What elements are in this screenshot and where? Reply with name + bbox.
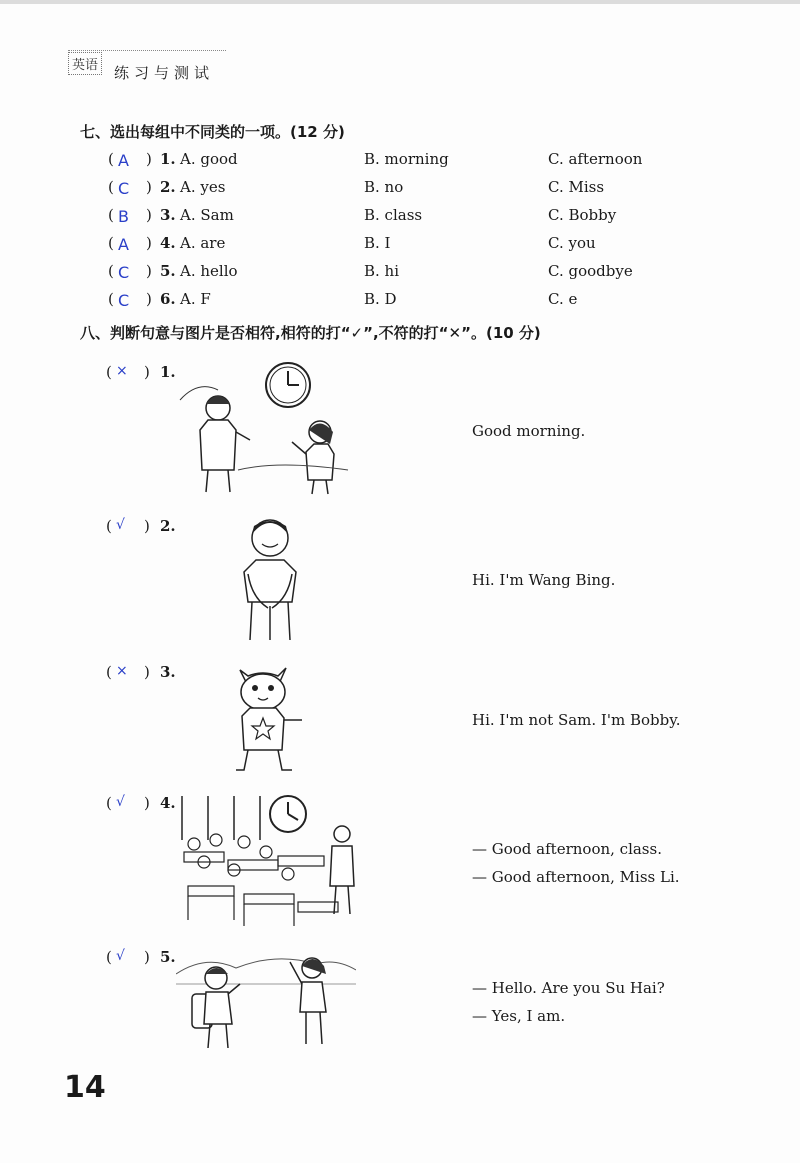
option-a: A. yes — [180, 178, 226, 196]
paren-open: ( — [108, 234, 114, 252]
option-a: A. Sam — [180, 206, 234, 224]
paren-open: ( — [106, 794, 112, 812]
option-c: C. Miss — [548, 178, 605, 196]
judge-number: 1. — [160, 363, 176, 381]
judge-row-4 — [106, 794, 186, 816]
picture-cat-bobby — [228, 660, 308, 776]
option-b: B. no — [364, 178, 404, 196]
judge-number: 2. — [160, 517, 176, 535]
judge-number: 5. — [160, 948, 176, 966]
paren-open: ( — [108, 150, 114, 168]
option-c: C. you — [548, 234, 596, 252]
page-header — [68, 50, 228, 84]
judge-answer-5: √ — [116, 948, 125, 964]
question-row-1 — [108, 150, 708, 172]
paren-close: ) — [144, 363, 150, 381]
picture-classroom-afternoon — [178, 790, 358, 928]
question-row-5 — [108, 262, 708, 284]
paren-close: ) — [144, 794, 150, 812]
question-number: 3. — [160, 206, 176, 224]
section-7-title: 七、选出每组中不同类的一项。(12 分) — [80, 123, 345, 141]
paren-open: ( — [106, 363, 112, 381]
answer-6: C — [118, 291, 130, 310]
judge-answer-4: √ — [116, 794, 125, 810]
judge-number: 4. — [160, 794, 176, 812]
option-a: A. good — [180, 150, 238, 168]
question-number: 1. — [160, 150, 176, 168]
paren-open: ( — [108, 290, 114, 308]
top-border-line — [0, 0, 800, 4]
picture-hello-su-hai — [176, 944, 356, 1054]
answer-4: A — [118, 235, 129, 254]
judge-sentence-2: Hi. I'm Wang Bing. — [472, 571, 616, 589]
question-row-3 — [108, 206, 708, 228]
question-number: 4. — [160, 234, 176, 252]
paren-open: ( — [106, 948, 112, 966]
question-row-4 — [108, 234, 708, 256]
question-row-6 — [108, 290, 708, 312]
paren-close: ) — [146, 234, 152, 252]
section-8-title: 八、判断句意与图片是否相符,相符的打“✓”,不符的打“✕”。(10 分) — [80, 324, 541, 342]
judge-row-1 — [106, 363, 186, 385]
paren-close: ) — [146, 178, 152, 196]
judge-sentence-5a: — Hello. Are you Su Hai? — [472, 979, 665, 997]
option-c: C. Bobby — [548, 206, 617, 224]
option-c: C. goodbye — [548, 262, 633, 280]
paren-close: ) — [144, 948, 150, 966]
paren-open: ( — [108, 262, 114, 280]
paren-close: ) — [144, 663, 150, 681]
option-b: B. D — [364, 290, 397, 308]
option-c: C. afternoon — [548, 150, 643, 168]
judge-sentence-5b: — Yes, I am. — [472, 1007, 566, 1025]
question-number: 2. — [160, 178, 176, 196]
judge-row-3 — [106, 663, 186, 685]
judge-row-2 — [106, 517, 186, 539]
page-number: 14 — [64, 1070, 106, 1105]
option-a: A. hello — [180, 262, 238, 280]
answer-2: C — [118, 179, 130, 198]
paren-open: ( — [108, 206, 114, 224]
paren-open: ( — [106, 517, 112, 535]
header-dotted-rule — [68, 50, 226, 51]
picture-boy-wang-bing — [230, 512, 310, 644]
paren-open: ( — [106, 663, 112, 681]
paren-close: ) — [146, 206, 152, 224]
judge-answer-2: √ — [116, 517, 125, 533]
option-c: C. e — [548, 290, 578, 308]
judge-answer-1: × — [116, 363, 128, 379]
answer-1: A — [118, 151, 129, 170]
option-b: B. I — [364, 234, 391, 252]
option-b: B. morning — [364, 150, 449, 168]
paren-open: ( — [108, 178, 114, 196]
judge-sentence-3: Hi. I'm not Sam. I'm Bobby. — [472, 711, 681, 729]
header-subject: 英语 — [68, 52, 102, 75]
option-b: B. hi — [364, 262, 400, 280]
judge-sentence-4a: — Good afternoon, class. — [472, 840, 662, 858]
header-book-title: 练习与测试 — [114, 64, 215, 82]
paren-close: ) — [146, 290, 152, 308]
picture-morning-greeting — [178, 360, 358, 496]
question-number: 5. — [160, 262, 176, 280]
question-row-2 — [108, 178, 708, 200]
paren-close: ) — [146, 262, 152, 280]
judge-sentence-4b: — Good afternoon, Miss Li. — [472, 868, 680, 886]
judge-answer-3: × — [116, 663, 128, 679]
option-b: B. class — [364, 206, 423, 224]
option-a: A. F — [180, 290, 211, 308]
paren-close: ) — [144, 517, 150, 535]
question-number: 6. — [160, 290, 176, 308]
option-a: A. are — [180, 234, 226, 252]
judge-number: 3. — [160, 663, 176, 681]
paren-close: ) — [146, 150, 152, 168]
judge-row-5 — [106, 948, 186, 970]
judge-sentence-1: Good morning. — [472, 422, 586, 440]
answer-5: C — [118, 263, 130, 282]
answer-3: B — [118, 207, 129, 226]
